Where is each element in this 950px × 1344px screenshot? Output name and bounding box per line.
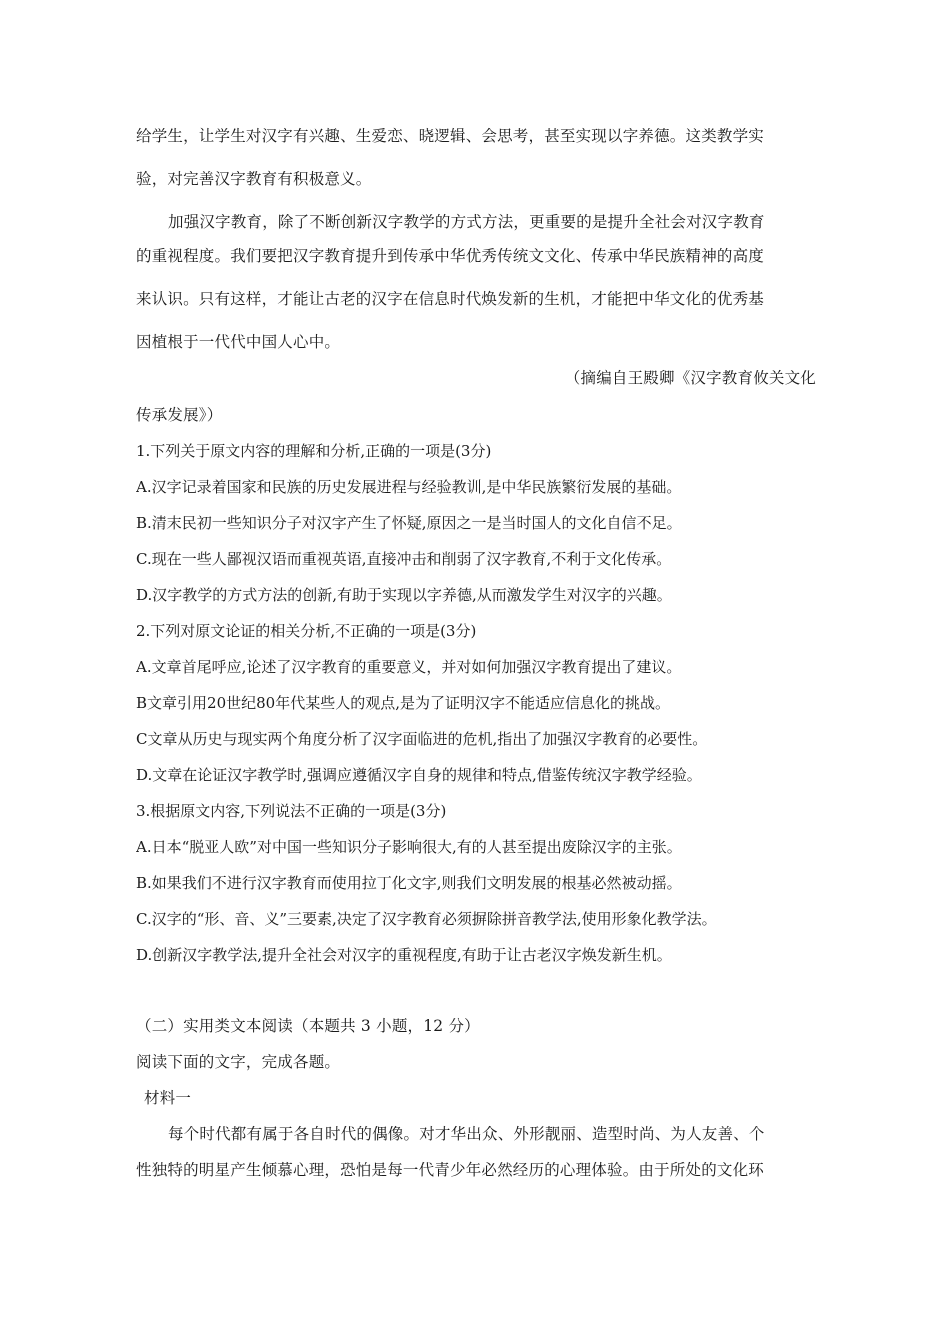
question-option: D.创新汉字教学法,提升全社会对汉字的重视程度,有助于让古老汉字焕发新生机。 bbox=[136, 946, 672, 964]
passage-line: 每个时代都有属于各自时代的偶像。对才华出众、外形靓丽、造型时尚、为人友善、个 bbox=[168, 1125, 765, 1143]
passage-line: 来认识。只有这样，才能让古老的汉字在信息时代焕发新的生机，才能把中华文化的优秀基 bbox=[136, 290, 765, 308]
question-option: A.文章首尾呼应,论述了汉字教育的重要意义，并对如何加强汉字教育提出了建议。 bbox=[136, 658, 682, 676]
passage-line: 验，对完善汉字教育有积极意义。 bbox=[136, 170, 372, 188]
question-option: A.汉字记录着国家和民族的历史发展进程与经验教训,是中华民族繁衍发展的基础。 bbox=[136, 478, 682, 496]
question-stem: 2.下列对原文论证的相关分析,不正确的一项是(3分) bbox=[136, 622, 477, 640]
passage-line: 的重视程度。我们要把汉字教育提升到传承中华优秀传统文文化、传承中华民族精神的高度 bbox=[136, 247, 765, 265]
source-citation: 传承发展》） bbox=[136, 406, 223, 424]
question-option: C.汉字的“形、音、义”三要素,决定了汉字教育必须摒除拼音教学法,使用形象化教学法。 bbox=[136, 910, 717, 928]
question-option: B.如果我们不进行汉字教育而使用拉丁化文字,则我们文明发展的根基必然被动摇。 bbox=[136, 874, 682, 892]
passage-line: 加强汉字教育，除了不断创新汉字教学的方式方法，更重要的是提升全社会对汉字教育 bbox=[168, 213, 765, 231]
question-option: B.清末民初一些知识分子对汉字产生了怀疑,原因之一是当时国人的文化自信不足。 bbox=[136, 514, 682, 532]
question-option: B文章引用20世纪80年代某些人的观点,是为了证明汉字不能适应信息化的挑战。 bbox=[136, 694, 670, 712]
question-option: D.文章在论证汉字教学时,强调应遵循汉字自身的规律和特点,借鉴传统汉字教学经验。 bbox=[136, 766, 702, 784]
passage-line: 性独特的明星产生倾慕心理，恐怕是每一代青少年必然经历的心理体验。由于所处的文化环 bbox=[136, 1161, 765, 1179]
section-heading: （二）实用类文本阅读（本题共 3 小题，12 分） bbox=[136, 1017, 480, 1035]
passage-line: 给学生，让学生对汉字有兴趣、生爱恋、晓逻辑、会思考，甚至实现以字养德。这类教学实 bbox=[136, 127, 765, 145]
question-stem: 3.根据原文内容,下列说法不正确的一项是(3分) bbox=[136, 802, 447, 820]
question-option: C.现在一些人鄙视汉语而重视英语,直接冲击和削弱了汉字教育,不利于文化传承。 bbox=[136, 550, 672, 568]
question-option: D.汉字教学的方式方法的创新,有助于实现以字养德,从而激发学生对汉字的兴趣。 bbox=[136, 586, 672, 604]
question-option: C文章从历史与现实两个角度分析了汉字面临进的危机,指出了加强汉字教育的必要性。 bbox=[136, 730, 708, 748]
section-instruction: 阅读下面的文字，完成各题。 bbox=[136, 1053, 341, 1071]
material-label: 材料一 bbox=[144, 1089, 192, 1107]
question-option: A.日本“脱亚人欧”对中国一些知识分子影响很大,有的人甚至提出废除汉字的主张。 bbox=[136, 838, 682, 856]
passage-line: 因植根于一代代中国人心中。 bbox=[136, 333, 341, 351]
question-stem: 1.下列关于原文内容的理解和分析,正确的一项是(3分) bbox=[136, 442, 492, 460]
source-citation: （摘编自王殿卿《汉字教育攸关文化 bbox=[564, 369, 816, 387]
